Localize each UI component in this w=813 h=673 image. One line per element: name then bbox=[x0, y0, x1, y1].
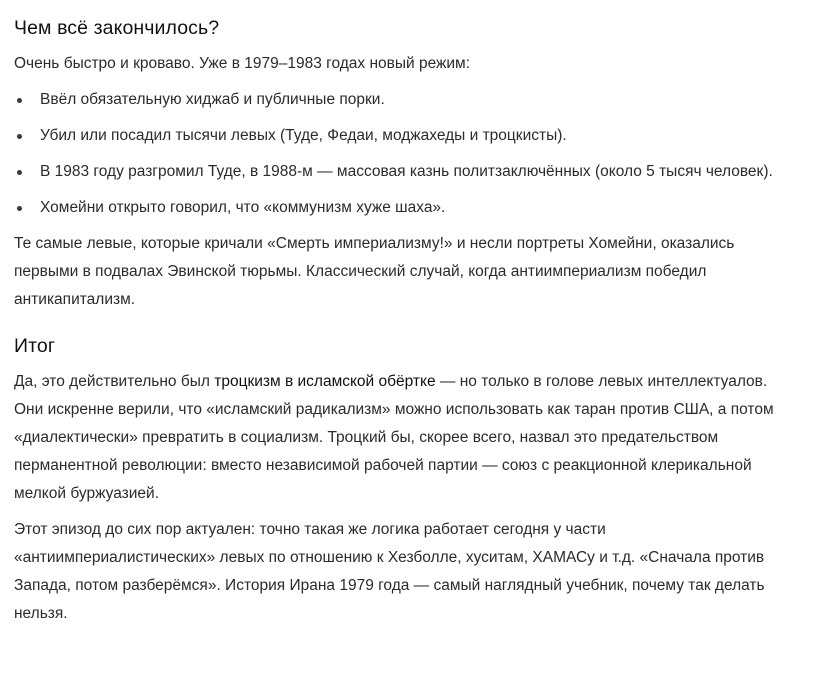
section-heading-ending: Чем всё закончилось? bbox=[14, 17, 220, 39]
list-item: Ввёл обязательную хиджаб и публичные порки. bbox=[14, 86, 799, 114]
consequences-list bbox=[14, 86, 799, 222]
conclusion-text-end: — но только в голове левых интеллектуалов. Они искренне верили, что «исламский радикализм» можно использовать как таран против США, а потом «диалектически» превратить в социализм. Троцкий бы, скорее всего, назвал это предательством перманентной революции: вместо независимой рабочей партии — союз с реакционной клерикальной мелкой буржуазией. bbox=[14, 373, 774, 502]
final-paragraph: Этот эпизод до сих пор актуален: точно такая же логика работает сегодня у части «антиимпериалистических» левых по отношению к Хезболле, хуситам, ХАМАСу и т.д. «Сначала против Запада, потом разберёмся». История Ирана 1979 года — самый наглядный учебник, почему так делать нельзя. bbox=[14, 521, 765, 622]
list-item: Убил или посадил тысячи левых (Туде, Федаи, моджахеды и троцкисты). bbox=[14, 122, 799, 150]
list-item: Хомейни открыто говорил, что «коммунизм хуже шаха». bbox=[14, 194, 799, 222]
conclusion-emphasis: троцкизм в исламской обёртке bbox=[214, 373, 436, 390]
conclusion-text-start: Да, это действительно был bbox=[14, 373, 215, 390]
list-item: В 1983 году разгромил Туде, в 1988-м — массовая казнь политзаключённых (около 5 тысяч человек). bbox=[14, 158, 799, 186]
section-heading-conclusion: Итог bbox=[14, 335, 56, 357]
summary-paragraph: Те самые левые, которые кричали «Смерть империализму!» и несли портреты Хомейни, оказались первыми в подвалах Эвинской тюрьмы. Классический случай, когда антиимпериализм победил антикапитализм. bbox=[14, 235, 735, 308]
conclusion-paragraph bbox=[14, 368, 799, 508]
intro-paragraph: Очень быстро и кроваво. Уже в 1979–1983 годах новый режим: bbox=[14, 55, 471, 72]
